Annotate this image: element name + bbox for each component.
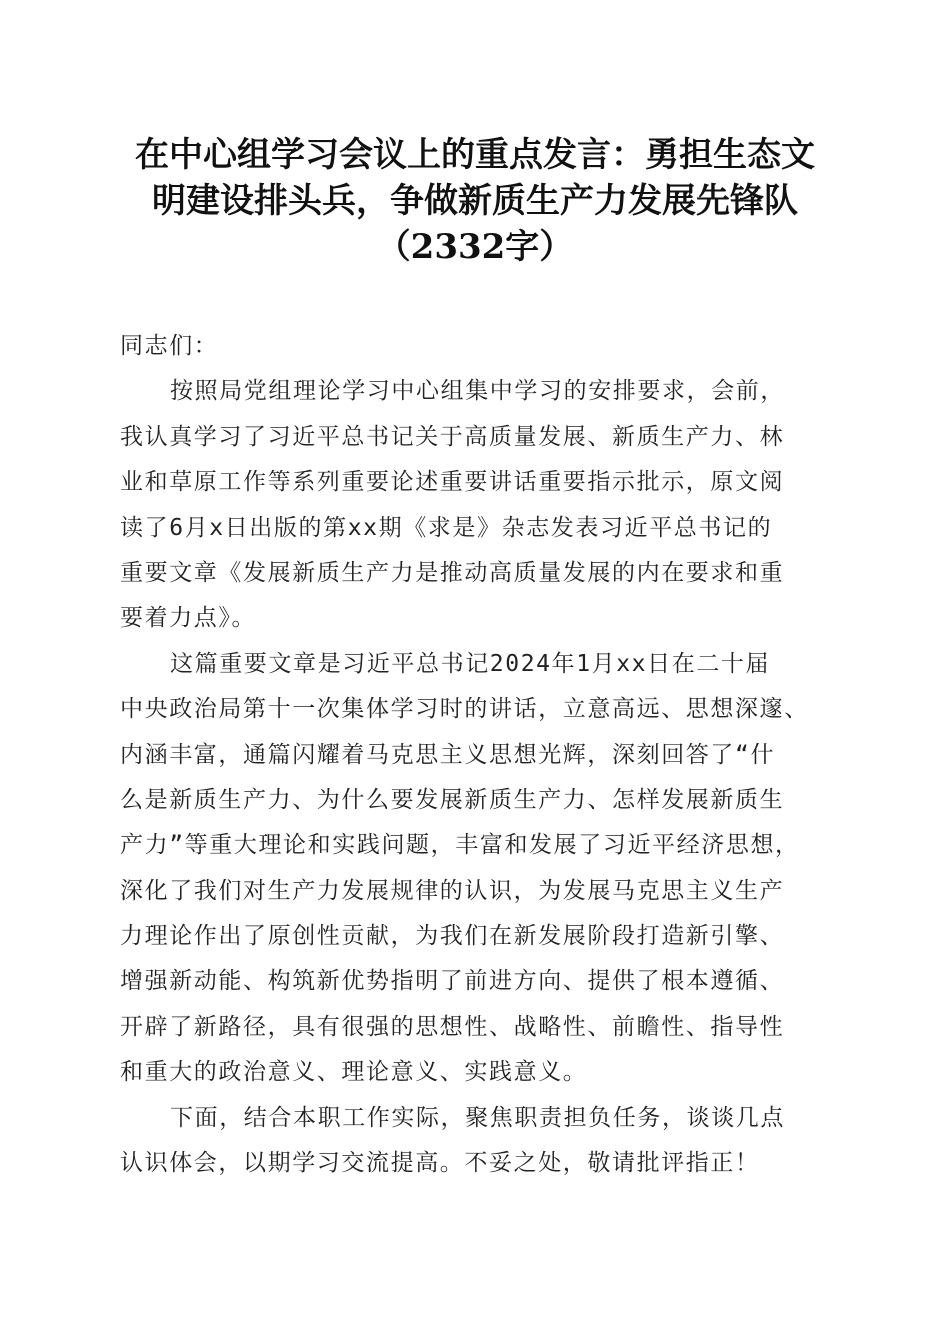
paragraph-line: 读了6月x日出版的第xx期《求是》杂志发表习近平总书记的 xyxy=(120,514,773,541)
paragraph-line: 力理论作出了原创性贡献，为我们在新发展阶段打造新引擎、 xyxy=(120,923,785,950)
paragraph-1 xyxy=(120,369,840,641)
document-title xyxy=(100,132,850,270)
title-word-count: （2332字） xyxy=(376,227,574,267)
document-body xyxy=(120,324,840,1186)
title-line: 在中心组学习会议上的重点发言：勇担生态文 xyxy=(135,135,815,175)
salutation: 同志们： xyxy=(120,333,219,359)
paragraph-line: 要着力点》。 xyxy=(120,605,257,632)
paragraph-line: 下面，结合本职工作实际，聚焦职责担负任务，谈谈几点 xyxy=(170,1104,785,1131)
paragraph-2 xyxy=(120,642,840,1096)
paragraph-line: 开辟了新路径，具有很强的思想性、战略性、前瞻性、指导性 xyxy=(120,1013,785,1040)
paragraph-3 xyxy=(120,1096,840,1187)
paragraph-line: 我认真学习了习近平总书记关于高质量发展、新质生产力、林 xyxy=(120,423,785,450)
paragraph-line: 深化了我们对生产力发展规律的认识，为发展马克思主义生产 xyxy=(120,877,785,904)
paragraph-line: 和重大的政治意义、理论意义、实践意义。 xyxy=(120,1059,588,1086)
paragraph-line: 按照局党组理论学习中心组集中学习的安排要求，会前， xyxy=(170,378,785,405)
paragraph-line: 业和草原工作等系列重要论述重要讲话重要指示批示，原文阅 xyxy=(120,469,785,496)
paragraph-line: 这篇重要文章是习近平总书记2024年1月xx日在二十届 xyxy=(170,650,771,677)
paragraph-line: 增强新动能、构筑新优势指明了前进方向、提供了根本遵循、 xyxy=(120,968,785,995)
paragraph-line: 么是新质生产力、为什么要发展新质生产力、怎样发展新质生 xyxy=(120,786,785,813)
paragraph-line: 产力”等重大理论和实践问题，丰富和发展了习近平经济思想， xyxy=(120,832,800,859)
paragraph-line: 内涵丰富，通篇闪耀着马克思主义思想光辉，深刻回答了“什 xyxy=(120,741,776,768)
title-line: 明建设排头兵，争做新质生产力发展先锋队 xyxy=(152,181,798,221)
paragraph-line: 中央政治局第十一次集体学习时的讲话，立意高远、思想深邃、 xyxy=(120,696,809,723)
paragraph-line: 认识体会，以期学习交流提高。不妥之处，敬请批评指正！ xyxy=(120,1150,760,1177)
paragraph-line: 重要文章《发展新质生产力是推动高质量发展的内在要求和重 xyxy=(120,559,785,586)
